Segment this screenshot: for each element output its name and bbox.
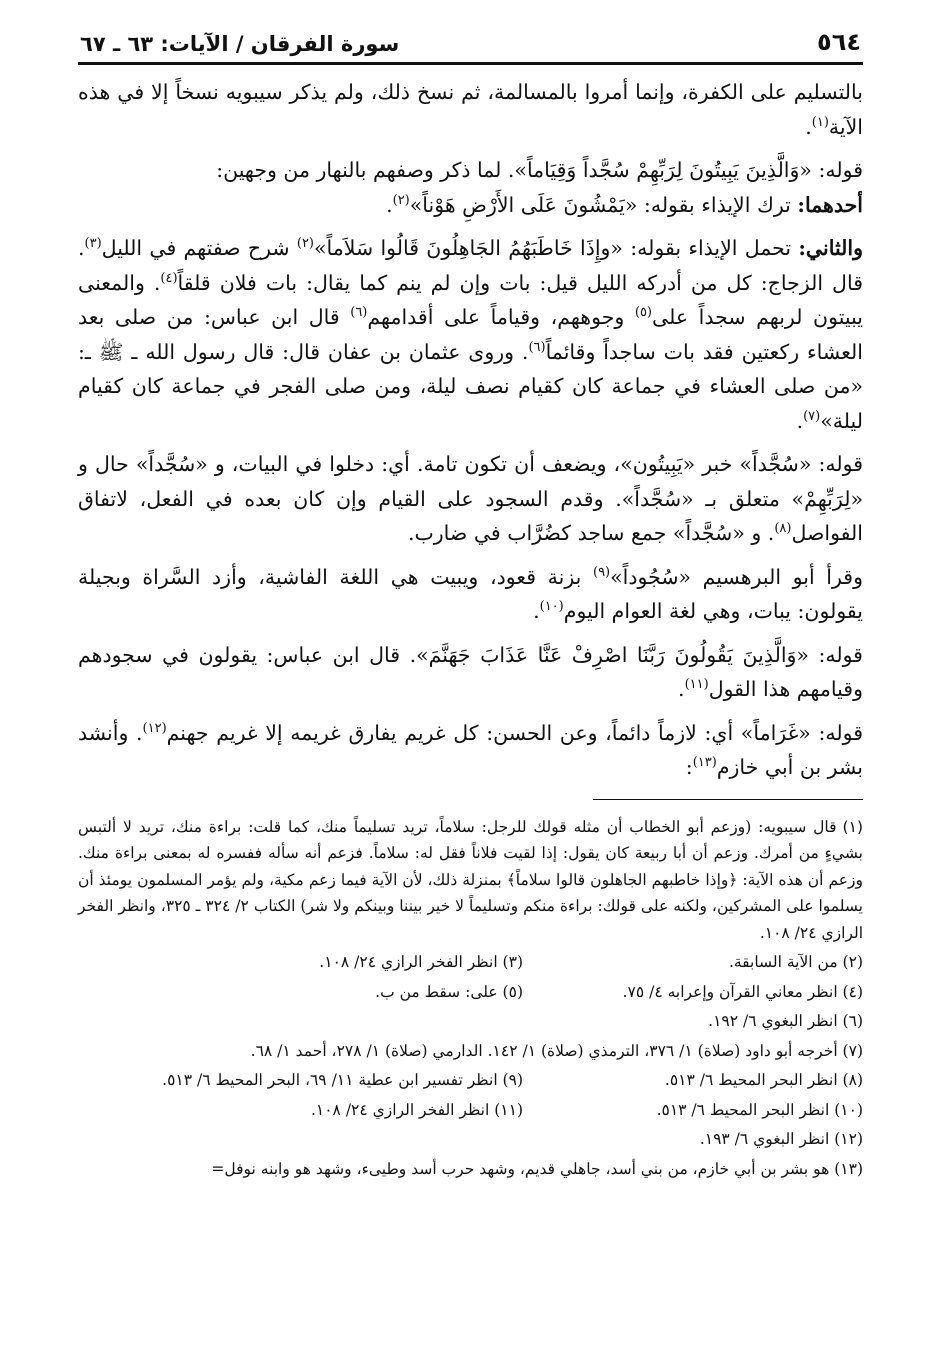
text: . والمعنى يبيتون لربهم سجداً على [78, 270, 863, 329]
footnote-ref: (١٠) [539, 599, 564, 615]
footnote-ref: (٢) [296, 236, 314, 252]
footnote-ref: (٤) [160, 270, 178, 286]
footnote-row [78, 1097, 863, 1124]
text: تحمل الإيذاء بقوله: «وإِذَا خَاطَبَهُمُ الجَاهِلُونَ قَالُوا سَلاَماً» [314, 236, 799, 260]
main-text [78, 75, 863, 785]
footnote: (٣) انظر الفخر الرازي ٢٤/ ١٠٨. [319, 953, 523, 971]
paragraph [78, 447, 863, 551]
text: وجوههم، وقياماً على أقدامهم [367, 305, 635, 329]
footnotes [78, 814, 863, 1183]
text: قوله: «وَالَّذِينَ يَقُولُونَ رَبَّنَا اصْرِفْ عَنَّا عَذَابَ جَهَنَّمَ». قال ابن عباس: يقولون في سجودهم وقيامهم هذا القول [78, 642, 863, 701]
paragraph [78, 716, 863, 785]
text: شرح صفتهم في الليل [101, 236, 297, 260]
footnote-ref: (٦) [350, 305, 368, 321]
text: وقرأ أبو البرهسيم «سُجُوداً» [610, 564, 863, 589]
footnote-row [78, 949, 863, 976]
footnote-ref: (١١) [684, 677, 709, 693]
footnote-separator [593, 799, 863, 800]
text: . وأنشد بشر بن أبي خازم [78, 720, 863, 779]
footnote-ref: (١٣) [692, 755, 717, 771]
paragraph [78, 153, 863, 188]
footnote: (٢) من الآية السابقة. [728, 953, 863, 971]
footnote-row [78, 979, 863, 1006]
text: قال ابن عباس: من صلى بعد العشاء ركعتين فقد بات ساجداً وقائماً [78, 305, 863, 364]
footnote-row [78, 1067, 863, 1094]
text: قوله: «وَالَّذِينَ يَبِيتُونَ لِرَبِّهِمْ سُجَّداً وَقِيَاماً». لما ذكر وصفهم بالنهار من وجهين: [216, 158, 863, 182]
footnote-ref: (٢) [392, 192, 410, 208]
footnote-ref: (٥) [634, 305, 652, 321]
footnote: (٧) أخرجه أبو داود (صلاة) ١/ ٣٧٦، الترمذي (صلاة) ١/ ١٤٢. الدارمي (صلاة) ١/ ٢٧٨، أحمد ١/ ٦٨. [250, 1041, 863, 1060]
footnote-ref: (٣) [84, 236, 102, 252]
paragraph: بالتسليم على الكفرة، وإنما أمروا بالمسالمة، ثم نسخ ذلك، ولم يذكر سيبويه نسخاً إلا في هذه الآية$^{(١)}$. [78, 80, 863, 139]
footnote: (٦) انظر البغوي ٦/ ١٩٢. [708, 1012, 863, 1030]
footnote: (١٠) انظر البحر المحيط ٦/ ٥١٣. [656, 1100, 863, 1119]
text: : [685, 755, 693, 779]
footnote-number: (١) [842, 817, 863, 836]
text: بزنة قعود، ويبيت هي اللغة الفاشية، وأزد السَّراة وبجيلة يقولون: يبات، وهي لغة العوام اليوم [78, 564, 863, 623]
page-number: ٥٦٤ [817, 28, 861, 56]
footnote-ref: (٩) [592, 564, 611, 580]
page-header [78, 28, 863, 65]
footnote: (٤) انظر معاني القرآن وإعرابه ٤/ ٧٥. [622, 982, 863, 1001]
text: بالتسليم على الكفرة، وإنما أمروا بالمسالمة، ثم نسخ ذلك، ولم يذكر سيبويه نسخاً إلا في هذه الآية [78, 80, 863, 139]
label: والثاني: [798, 236, 863, 260]
text: قوله: «غَرَاماً» أي: لازماً دائماً، وعن الحسن: كل غريم يفارق غريمه إلا غريم جهنم [166, 720, 864, 745]
footnote-ref: (٨) [774, 521, 792, 537]
footnote-ref: (١٢) [142, 720, 167, 736]
footnote: (١١) انظر الفخر الرازي ٢٤/ ١٠٨. [310, 1100, 523, 1119]
paragraph: والثاني: تحمل الإيذاء بقوله: «وإِذَا خَاطَبَهُمُ الجَاهِلُونَ قَالُوا سَلاَماً»$^{(٢)}$ شرح صفتهم في الليل$^{(٣)}$. قال الزجاج: كل من أدركه الليل قيل: بات وإن لم ينم كما يقال: بات فلان قلقاً$^{(٤)}$. والمعنى يبيتون لربهم سجداً على$^{(٥)}$ وجوههم، وقياماً على أقدامهم$^{(٦)}$ قال ابن عباس: من صلى بعد العشاء ركعتين فقد بات ساجداً وقائماً$^{(٦)}$. وروى عثمان بن عفان قال: قال رسول الله ـ ﷺ ـ: «من صلى العشاء في جماعة كان كقيام نصف ليلة، ومن صلى الفجر في جماعة كان كقيام ليلة»$^{(٧)}$. [78, 236, 864, 433]
footnote: (١٢) انظر البغوي ٦/ ١٩٣. [699, 1130, 863, 1148]
text: . و «سُجَّداً» جمع ساجد كضُرَّاب في ضارب. [407, 521, 775, 545]
footnote: (٩) انظر تفسير ابن عطية ١١/ ٦٩، البحر المحيط ٦/ ٥١٣. [162, 1071, 523, 1089]
footnote-text: قال سيبويه: (وزعم أبو الخطاب أن مثله قولك للرجل: سلاماً، تريد تسليماً منك، كما قلت: براءة منك، تريد لا ألتبس بشيءٍ من أمرك. وزعم أن أبا ربيعة كان يقول: إذا لقيت فلاناً فقل له: سلاماً. فزعم أنه سأله ففسره له بمعنى براءة منك. وزعم أن هذه الآية: ﴿وإذا خاطبهم الجاهلون قالوا سلاماً﴾ بمنزلة ذلك، لأن الآية فيما زعم مكية، ولم يؤمر المسلمون يومئذ أن يسلموا على المشركين، ولكنه على قولك: براءة منكم وتسليماً لا خير بيننا وبينكم ولا شر) الكتاب ٢/ ٣٢٤ ـ ٣٢٥، وانظر الفخر الرازي ٢٤/ ١٠٨. [78, 817, 863, 942]
footnote-ref: (٦) [528, 339, 546, 355]
footnote: (٨) انظر البحر المحيط ٦/ ٥١٣. [664, 1071, 863, 1089]
paragraph: قوله: «وَالَّذِينَ يَقُولُونَ رَبَّنَا اصْرِفْ عَنَّا عَذَابَ جَهَنَّمَ». قال ابن عباس: يقولون في سجودهم وقيامهم هذا القول$^{(١١)}$. [78, 642, 863, 701]
text: . وروى عثمان بن عفان قال: قال رسول الله ـ ﷺ ـ: «من صلى العشاء في جماعة كان كقيام نصف ليلة، ومن صلى الفجر في جماعة كان كقيام ليلة» [78, 339, 863, 433]
paragraph: وقرأ أبو البرهسيم «سُجُوداً»$^{(٩)}$ بزنة قعود، ويبيت هي اللغة الفاشية، وأزد السَّراة وبجيلة يقولون: يبات، وهي لغة العوام اليوم$^{(١٠)}$. [78, 564, 863, 623]
footnote-ref: (٧) [803, 408, 821, 424]
text: ترك الإيذاء بقوله: «يَمْشُونَ عَلَى الأَرْضِ هَوْناً» [409, 192, 798, 217]
footnote [78, 814, 863, 947]
text: . قال الزجاج: كل من أدركه الليل قيل: بات وإن لم ينم كما يقال: بات فلان قلقاً [78, 236, 864, 295]
paragraph: أحدهما: ترك الإيذاء بقوله: «يَمْشُونَ عَلَى الأَرْضِ هَوْناً»$^{(٢)}$. [386, 192, 863, 217]
footnote-ref: (١) [811, 114, 829, 130]
label: أحدهما: [797, 192, 863, 217]
running-title: سورة الفرقان / الآيات: ٦٣ ـ ٦٧ [80, 32, 400, 56]
footnote: (٥) على: سقط من ب. [375, 982, 523, 1001]
text: قوله: «سُجَّداً» خبر «يَبِيتُون»، ويضعف أن تكون تامة. أي: دخلوا في البيات، و «سُجَّداً» حال و «لِرَبِّهِمْ» متعلق بـ «سُجَّداً». وقدم السجود على القيام وإن كان بعده في الفعل، لاتفاق الفواصل [78, 452, 863, 545]
footnote: (١٣) هو بشر بن أبي خازم، من بني أسد، جاهلي قديم، وشهد حرب أسد وطيىء، وشهد هو وابنه نوفل= [211, 1159, 863, 1178]
